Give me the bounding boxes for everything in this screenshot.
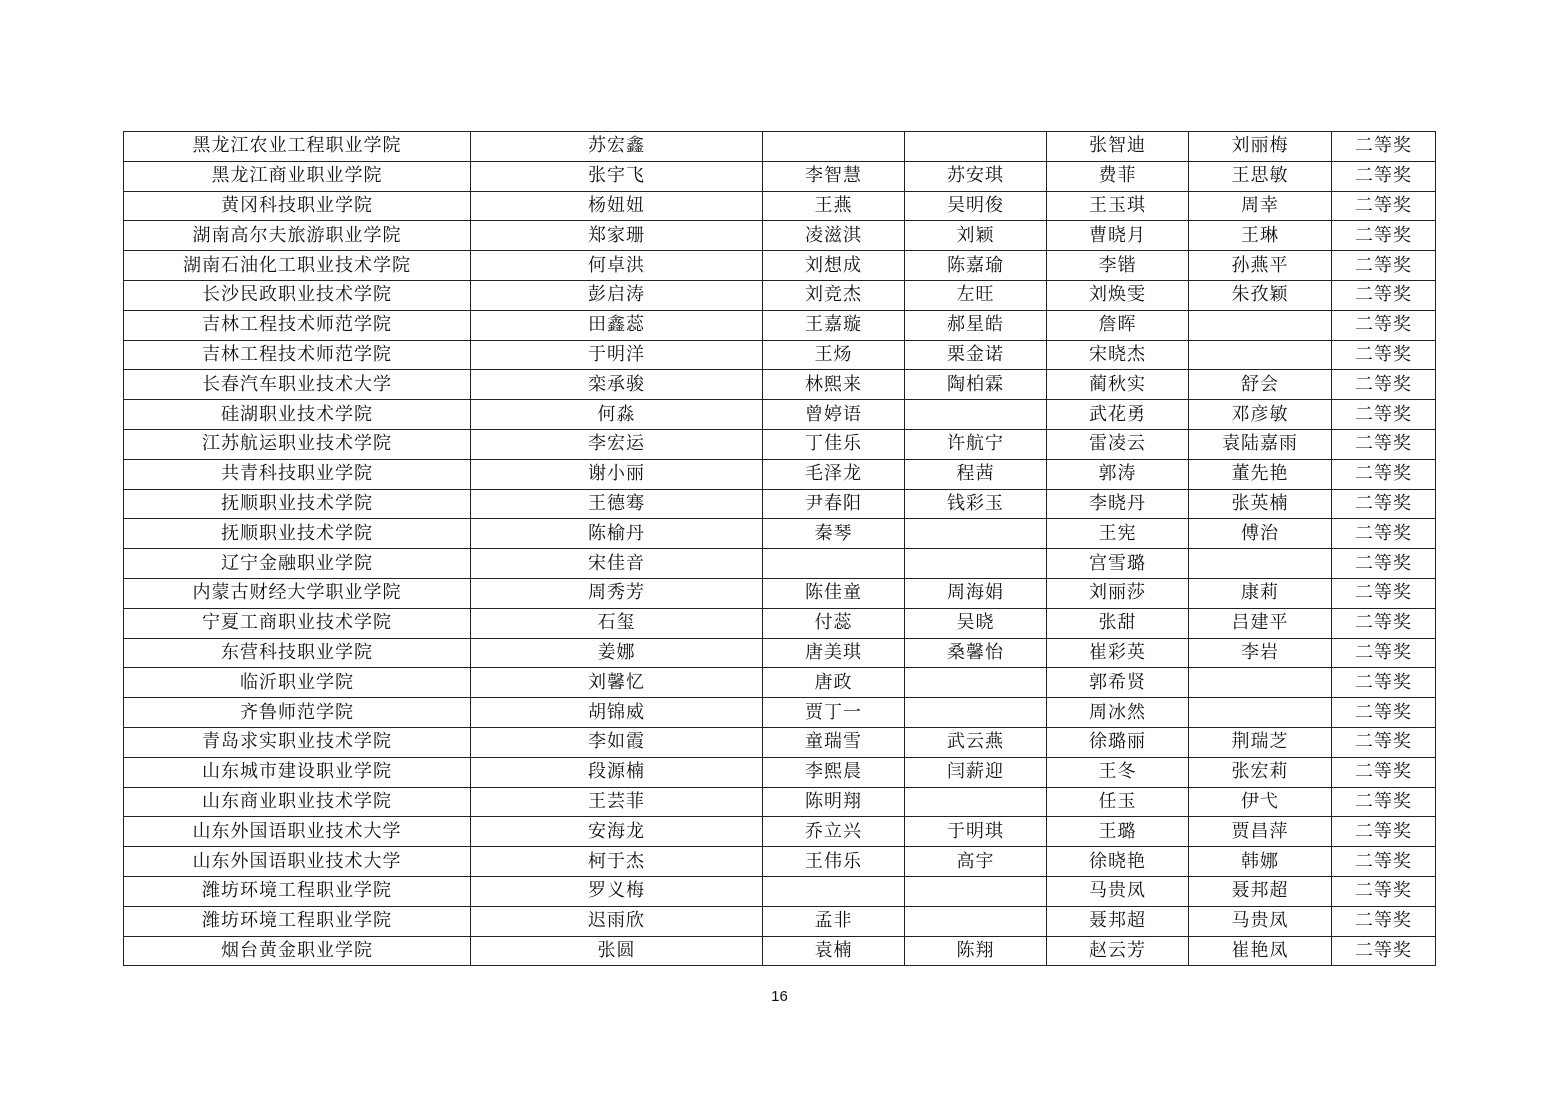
student-2-cell: 唐美琪 — [763, 638, 905, 668]
table-row — [124, 727, 1436, 757]
award-cell: 二等奖 — [1332, 757, 1436, 787]
student-2-cell: 秦琴 — [763, 519, 905, 549]
table-row — [124, 638, 1436, 668]
teacher-1-cell: 费菲 — [1047, 161, 1189, 191]
student-2-cell: 乔立兴 — [763, 817, 905, 847]
teacher-2-cell: 王琳 — [1189, 221, 1332, 251]
award-cell: 二等奖 — [1332, 161, 1436, 191]
teacher-2-cell — [1189, 668, 1332, 698]
student-1-cell: 石玺 — [471, 608, 763, 638]
school-cell: 烟台黄金职业学院 — [124, 936, 471, 966]
student-3-cell — [905, 549, 1047, 579]
award-cell: 二等奖 — [1332, 787, 1436, 817]
teacher-2-cell: 王思敏 — [1189, 161, 1332, 191]
student-1-cell: 周秀芳 — [471, 578, 763, 608]
award-cell: 二等奖 — [1332, 608, 1436, 638]
school-cell: 山东外国语职业技术大学 — [124, 817, 471, 847]
table-row — [124, 936, 1436, 966]
student-3-cell: 高宇 — [905, 847, 1047, 877]
teacher-2-cell — [1189, 340, 1332, 370]
award-cell: 二等奖 — [1332, 370, 1436, 400]
student-3-cell — [905, 787, 1047, 817]
teacher-2-cell: 邓彦敏 — [1189, 400, 1332, 430]
student-2-cell: 尹春阳 — [763, 489, 905, 519]
school-cell: 山东商业职业技术学院 — [124, 787, 471, 817]
table-row — [124, 221, 1436, 251]
teacher-2-cell: 马贵凤 — [1189, 906, 1332, 936]
teacher-1-cell: 王璐 — [1047, 817, 1189, 847]
student-1-cell: 刘馨忆 — [471, 668, 763, 698]
table-row — [124, 459, 1436, 489]
award-cell: 二等奖 — [1332, 459, 1436, 489]
table-row — [124, 787, 1436, 817]
award-cell: 二等奖 — [1332, 221, 1436, 251]
award-cell: 二等奖 — [1332, 429, 1436, 459]
student-2-cell — [763, 549, 905, 579]
teacher-1-cell: 徐璐丽 — [1047, 727, 1189, 757]
award-table — [123, 131, 1436, 966]
student-1-cell: 谢小丽 — [471, 459, 763, 489]
award-cell: 二等奖 — [1332, 727, 1436, 757]
student-3-cell: 陈翔 — [905, 936, 1047, 966]
student-2-cell: 陈佳童 — [763, 578, 905, 608]
teacher-2-cell: 舒会 — [1189, 370, 1332, 400]
teacher-1-cell: 蔺秋实 — [1047, 370, 1189, 400]
student-2-cell: 唐政 — [763, 668, 905, 698]
table-row — [124, 161, 1436, 191]
student-2-cell — [763, 876, 905, 906]
student-3-cell: 吴晓 — [905, 608, 1047, 638]
student-1-cell: 杨妞妞 — [471, 191, 763, 221]
student-2-cell: 袁楠 — [763, 936, 905, 966]
student-1-cell: 姜娜 — [471, 638, 763, 668]
student-1-cell: 柯于杰 — [471, 847, 763, 877]
student-2-cell: 林熙来 — [763, 370, 905, 400]
table-row — [124, 400, 1436, 430]
student-1-cell: 何卓洪 — [471, 251, 763, 281]
student-1-cell: 苏宏鑫 — [471, 132, 763, 162]
student-1-cell: 段源楠 — [471, 757, 763, 787]
student-1-cell: 王德骞 — [471, 489, 763, 519]
teacher-1-cell: 刘丽莎 — [1047, 578, 1189, 608]
student-2-cell: 李智慧 — [763, 161, 905, 191]
table-row — [124, 757, 1436, 787]
student-2-cell: 王嘉璇 — [763, 310, 905, 340]
teacher-2-cell: 朱孜颖 — [1189, 280, 1332, 310]
teacher-2-cell: 吕建平 — [1189, 608, 1332, 638]
student-2-cell: 丁佳乐 — [763, 429, 905, 459]
teacher-1-cell: 宋晓杰 — [1047, 340, 1189, 370]
student-1-cell: 宋佳音 — [471, 549, 763, 579]
student-3-cell: 于明琪 — [905, 817, 1047, 847]
student-2-cell: 孟非 — [763, 906, 905, 936]
school-cell: 辽宁金融职业学院 — [124, 549, 471, 579]
teacher-2-cell: 袁陆嘉雨 — [1189, 429, 1332, 459]
student-1-cell: 何淼 — [471, 400, 763, 430]
table-row — [124, 906, 1436, 936]
teacher-1-cell: 崔彩英 — [1047, 638, 1189, 668]
table-row — [124, 280, 1436, 310]
student-2-cell — [763, 132, 905, 162]
teacher-2-cell — [1189, 310, 1332, 340]
school-cell: 宁夏工商职业技术学院 — [124, 608, 471, 638]
award-cell: 二等奖 — [1332, 936, 1436, 966]
teacher-2-cell: 周幸 — [1189, 191, 1332, 221]
teacher-1-cell: 刘焕雯 — [1047, 280, 1189, 310]
award-cell: 二等奖 — [1332, 817, 1436, 847]
teacher-2-cell: 康莉 — [1189, 578, 1332, 608]
teacher-1-cell: 武花勇 — [1047, 400, 1189, 430]
award-cell: 二等奖 — [1332, 310, 1436, 340]
school-cell: 齐鲁师范学院 — [124, 698, 471, 728]
school-cell: 潍坊环境工程职业学院 — [124, 876, 471, 906]
student-3-cell: 刘颖 — [905, 221, 1047, 251]
page-number: 16 — [771, 988, 788, 1005]
award-cell: 二等奖 — [1332, 549, 1436, 579]
school-cell: 抚顺职业技术学院 — [124, 519, 471, 549]
student-3-cell — [905, 876, 1047, 906]
student-2-cell: 王燕 — [763, 191, 905, 221]
school-cell: 湖南石油化工职业技术学院 — [124, 251, 471, 281]
student-3-cell: 郝星皓 — [905, 310, 1047, 340]
school-cell: 内蒙古财经大学职业学院 — [124, 578, 471, 608]
school-cell: 共青科技职业学院 — [124, 459, 471, 489]
teacher-2-cell: 贾昌萍 — [1189, 817, 1332, 847]
teacher-2-cell: 张英楠 — [1189, 489, 1332, 519]
school-cell: 吉林工程技术师范学院 — [124, 340, 471, 370]
student-1-cell: 栾承骏 — [471, 370, 763, 400]
student-3-cell: 栗金诺 — [905, 340, 1047, 370]
student-3-cell: 闫薪迎 — [905, 757, 1047, 787]
award-cell: 二等奖 — [1332, 578, 1436, 608]
award-cell: 二等奖 — [1332, 132, 1436, 162]
teacher-1-cell: 雷凌云 — [1047, 429, 1189, 459]
student-2-cell: 李熙晨 — [763, 757, 905, 787]
school-cell: 硅湖职业技术学院 — [124, 400, 471, 430]
teacher-1-cell: 李锴 — [1047, 251, 1189, 281]
teacher-2-cell: 伊弋 — [1189, 787, 1332, 817]
student-1-cell: 陈榆丹 — [471, 519, 763, 549]
school-cell: 长沙民政职业技术学院 — [124, 280, 471, 310]
teacher-1-cell: 任玉 — [1047, 787, 1189, 817]
student-2-cell: 刘想成 — [763, 251, 905, 281]
student-1-cell: 于明洋 — [471, 340, 763, 370]
table-row — [124, 340, 1436, 370]
table-row — [124, 698, 1436, 728]
teacher-1-cell: 张甜 — [1047, 608, 1189, 638]
award-cell: 二等奖 — [1332, 668, 1436, 698]
student-1-cell: 彭启涛 — [471, 280, 763, 310]
award-cell: 二等奖 — [1332, 847, 1436, 877]
teacher-2-cell: 傅治 — [1189, 519, 1332, 549]
student-3-cell: 许航宁 — [905, 429, 1047, 459]
school-cell: 湖南高尔夫旅游职业学院 — [124, 221, 471, 251]
award-cell: 二等奖 — [1332, 280, 1436, 310]
teacher-1-cell: 曹晓月 — [1047, 221, 1189, 251]
table-row — [124, 876, 1436, 906]
school-cell: 吉林工程技术师范学院 — [124, 310, 471, 340]
teacher-1-cell: 马贵凤 — [1047, 876, 1189, 906]
teacher-2-cell: 董先艳 — [1189, 459, 1332, 489]
student-2-cell: 王炀 — [763, 340, 905, 370]
student-2-cell: 凌滋淇 — [763, 221, 905, 251]
award-cell: 二等奖 — [1332, 638, 1436, 668]
student-1-cell: 安海龙 — [471, 817, 763, 847]
award-cell: 二等奖 — [1332, 489, 1436, 519]
student-3-cell — [905, 519, 1047, 549]
award-cell: 二等奖 — [1332, 698, 1436, 728]
student-3-cell — [905, 906, 1047, 936]
teacher-2-cell: 韩娜 — [1189, 847, 1332, 877]
table-row — [124, 817, 1436, 847]
award-cell: 二等奖 — [1332, 906, 1436, 936]
student-1-cell: 李如霞 — [471, 727, 763, 757]
student-3-cell — [905, 698, 1047, 728]
school-cell: 临沂职业学院 — [124, 668, 471, 698]
school-cell: 抚顺职业技术学院 — [124, 489, 471, 519]
student-3-cell — [905, 668, 1047, 698]
table-row — [124, 668, 1436, 698]
table-row — [124, 549, 1436, 579]
table-row — [124, 310, 1436, 340]
student-3-cell: 陶柏霖 — [905, 370, 1047, 400]
teacher-1-cell: 詹晖 — [1047, 310, 1189, 340]
school-cell: 江苏航运职业技术学院 — [124, 429, 471, 459]
teacher-1-cell: 王冬 — [1047, 757, 1189, 787]
teacher-2-cell — [1189, 698, 1332, 728]
award-cell: 二等奖 — [1332, 191, 1436, 221]
school-cell: 山东外国语职业技术大学 — [124, 847, 471, 877]
table-row — [124, 578, 1436, 608]
student-3-cell: 苏安琪 — [905, 161, 1047, 191]
teacher-2-cell: 刘丽梅 — [1189, 132, 1332, 162]
student-2-cell: 童瑞雪 — [763, 727, 905, 757]
teacher-1-cell: 宫雪璐 — [1047, 549, 1189, 579]
school-cell: 潍坊环境工程职业学院 — [124, 906, 471, 936]
teacher-2-cell: 李岩 — [1189, 638, 1332, 668]
table-row — [124, 847, 1436, 877]
teacher-1-cell: 赵云芳 — [1047, 936, 1189, 966]
student-3-cell: 吴明俊 — [905, 191, 1047, 221]
table-row — [124, 608, 1436, 638]
teacher-2-cell — [1189, 549, 1332, 579]
student-2-cell: 付蕊 — [763, 608, 905, 638]
table-row — [124, 429, 1436, 459]
table-row — [124, 519, 1436, 549]
table-row — [124, 489, 1436, 519]
student-1-cell: 迟雨欣 — [471, 906, 763, 936]
student-2-cell: 贾丁一 — [763, 698, 905, 728]
student-1-cell: 张圆 — [471, 936, 763, 966]
student-1-cell: 李宏运 — [471, 429, 763, 459]
teacher-2-cell: 聂邦超 — [1189, 876, 1332, 906]
student-3-cell — [905, 400, 1047, 430]
school-cell: 青岛求实职业技术学院 — [124, 727, 471, 757]
teacher-2-cell: 崔艳凤 — [1189, 936, 1332, 966]
award-cell: 二等奖 — [1332, 400, 1436, 430]
school-cell: 黑龙江商业职业学院 — [124, 161, 471, 191]
student-1-cell: 胡锦威 — [471, 698, 763, 728]
student-1-cell: 张宇飞 — [471, 161, 763, 191]
teacher-1-cell: 张智迪 — [1047, 132, 1189, 162]
student-3-cell: 程茜 — [905, 459, 1047, 489]
teacher-1-cell: 王玉琪 — [1047, 191, 1189, 221]
student-3-cell: 周海娟 — [905, 578, 1047, 608]
award-cell: 二等奖 — [1332, 251, 1436, 281]
school-cell: 山东城市建设职业学院 — [124, 757, 471, 787]
student-2-cell: 王伟乐 — [763, 847, 905, 877]
student-1-cell: 王芸菲 — [471, 787, 763, 817]
table-row — [124, 370, 1436, 400]
student-3-cell: 陈嘉瑜 — [905, 251, 1047, 281]
table-row — [124, 251, 1436, 281]
teacher-1-cell: 聂邦超 — [1047, 906, 1189, 936]
teacher-1-cell: 王宪 — [1047, 519, 1189, 549]
school-cell: 长春汽车职业技术大学 — [124, 370, 471, 400]
teacher-2-cell: 荆瑞芝 — [1189, 727, 1332, 757]
table-row — [124, 191, 1436, 221]
award-cell: 二等奖 — [1332, 340, 1436, 370]
student-2-cell: 毛泽龙 — [763, 459, 905, 489]
student-3-cell: 武云燕 — [905, 727, 1047, 757]
teacher-1-cell: 李晓丹 — [1047, 489, 1189, 519]
student-3-cell: 桑馨怡 — [905, 638, 1047, 668]
student-3-cell: 钱彩玉 — [905, 489, 1047, 519]
teacher-1-cell: 郭希贤 — [1047, 668, 1189, 698]
student-1-cell: 郑家珊 — [471, 221, 763, 251]
school-cell: 黑龙江农业工程职业学院 — [124, 132, 471, 162]
student-2-cell: 刘竞杰 — [763, 280, 905, 310]
teacher-2-cell: 孙燕平 — [1189, 251, 1332, 281]
student-3-cell: 左旺 — [905, 280, 1047, 310]
student-2-cell: 曾婷语 — [763, 400, 905, 430]
student-1-cell: 田鑫蕊 — [471, 310, 763, 340]
table-row — [124, 132, 1436, 162]
table-body — [124, 132, 1436, 966]
teacher-1-cell: 郭涛 — [1047, 459, 1189, 489]
teacher-1-cell: 徐晓艳 — [1047, 847, 1189, 877]
teacher-1-cell: 周冰然 — [1047, 698, 1189, 728]
school-cell: 黄冈科技职业学院 — [124, 191, 471, 221]
award-cell: 二等奖 — [1332, 519, 1436, 549]
student-3-cell — [905, 132, 1047, 162]
school-cell: 东营科技职业学院 — [124, 638, 471, 668]
student-1-cell: 罗义梅 — [471, 876, 763, 906]
student-2-cell: 陈明翔 — [763, 787, 905, 817]
teacher-2-cell: 张宏莉 — [1189, 757, 1332, 787]
award-cell: 二等奖 — [1332, 876, 1436, 906]
